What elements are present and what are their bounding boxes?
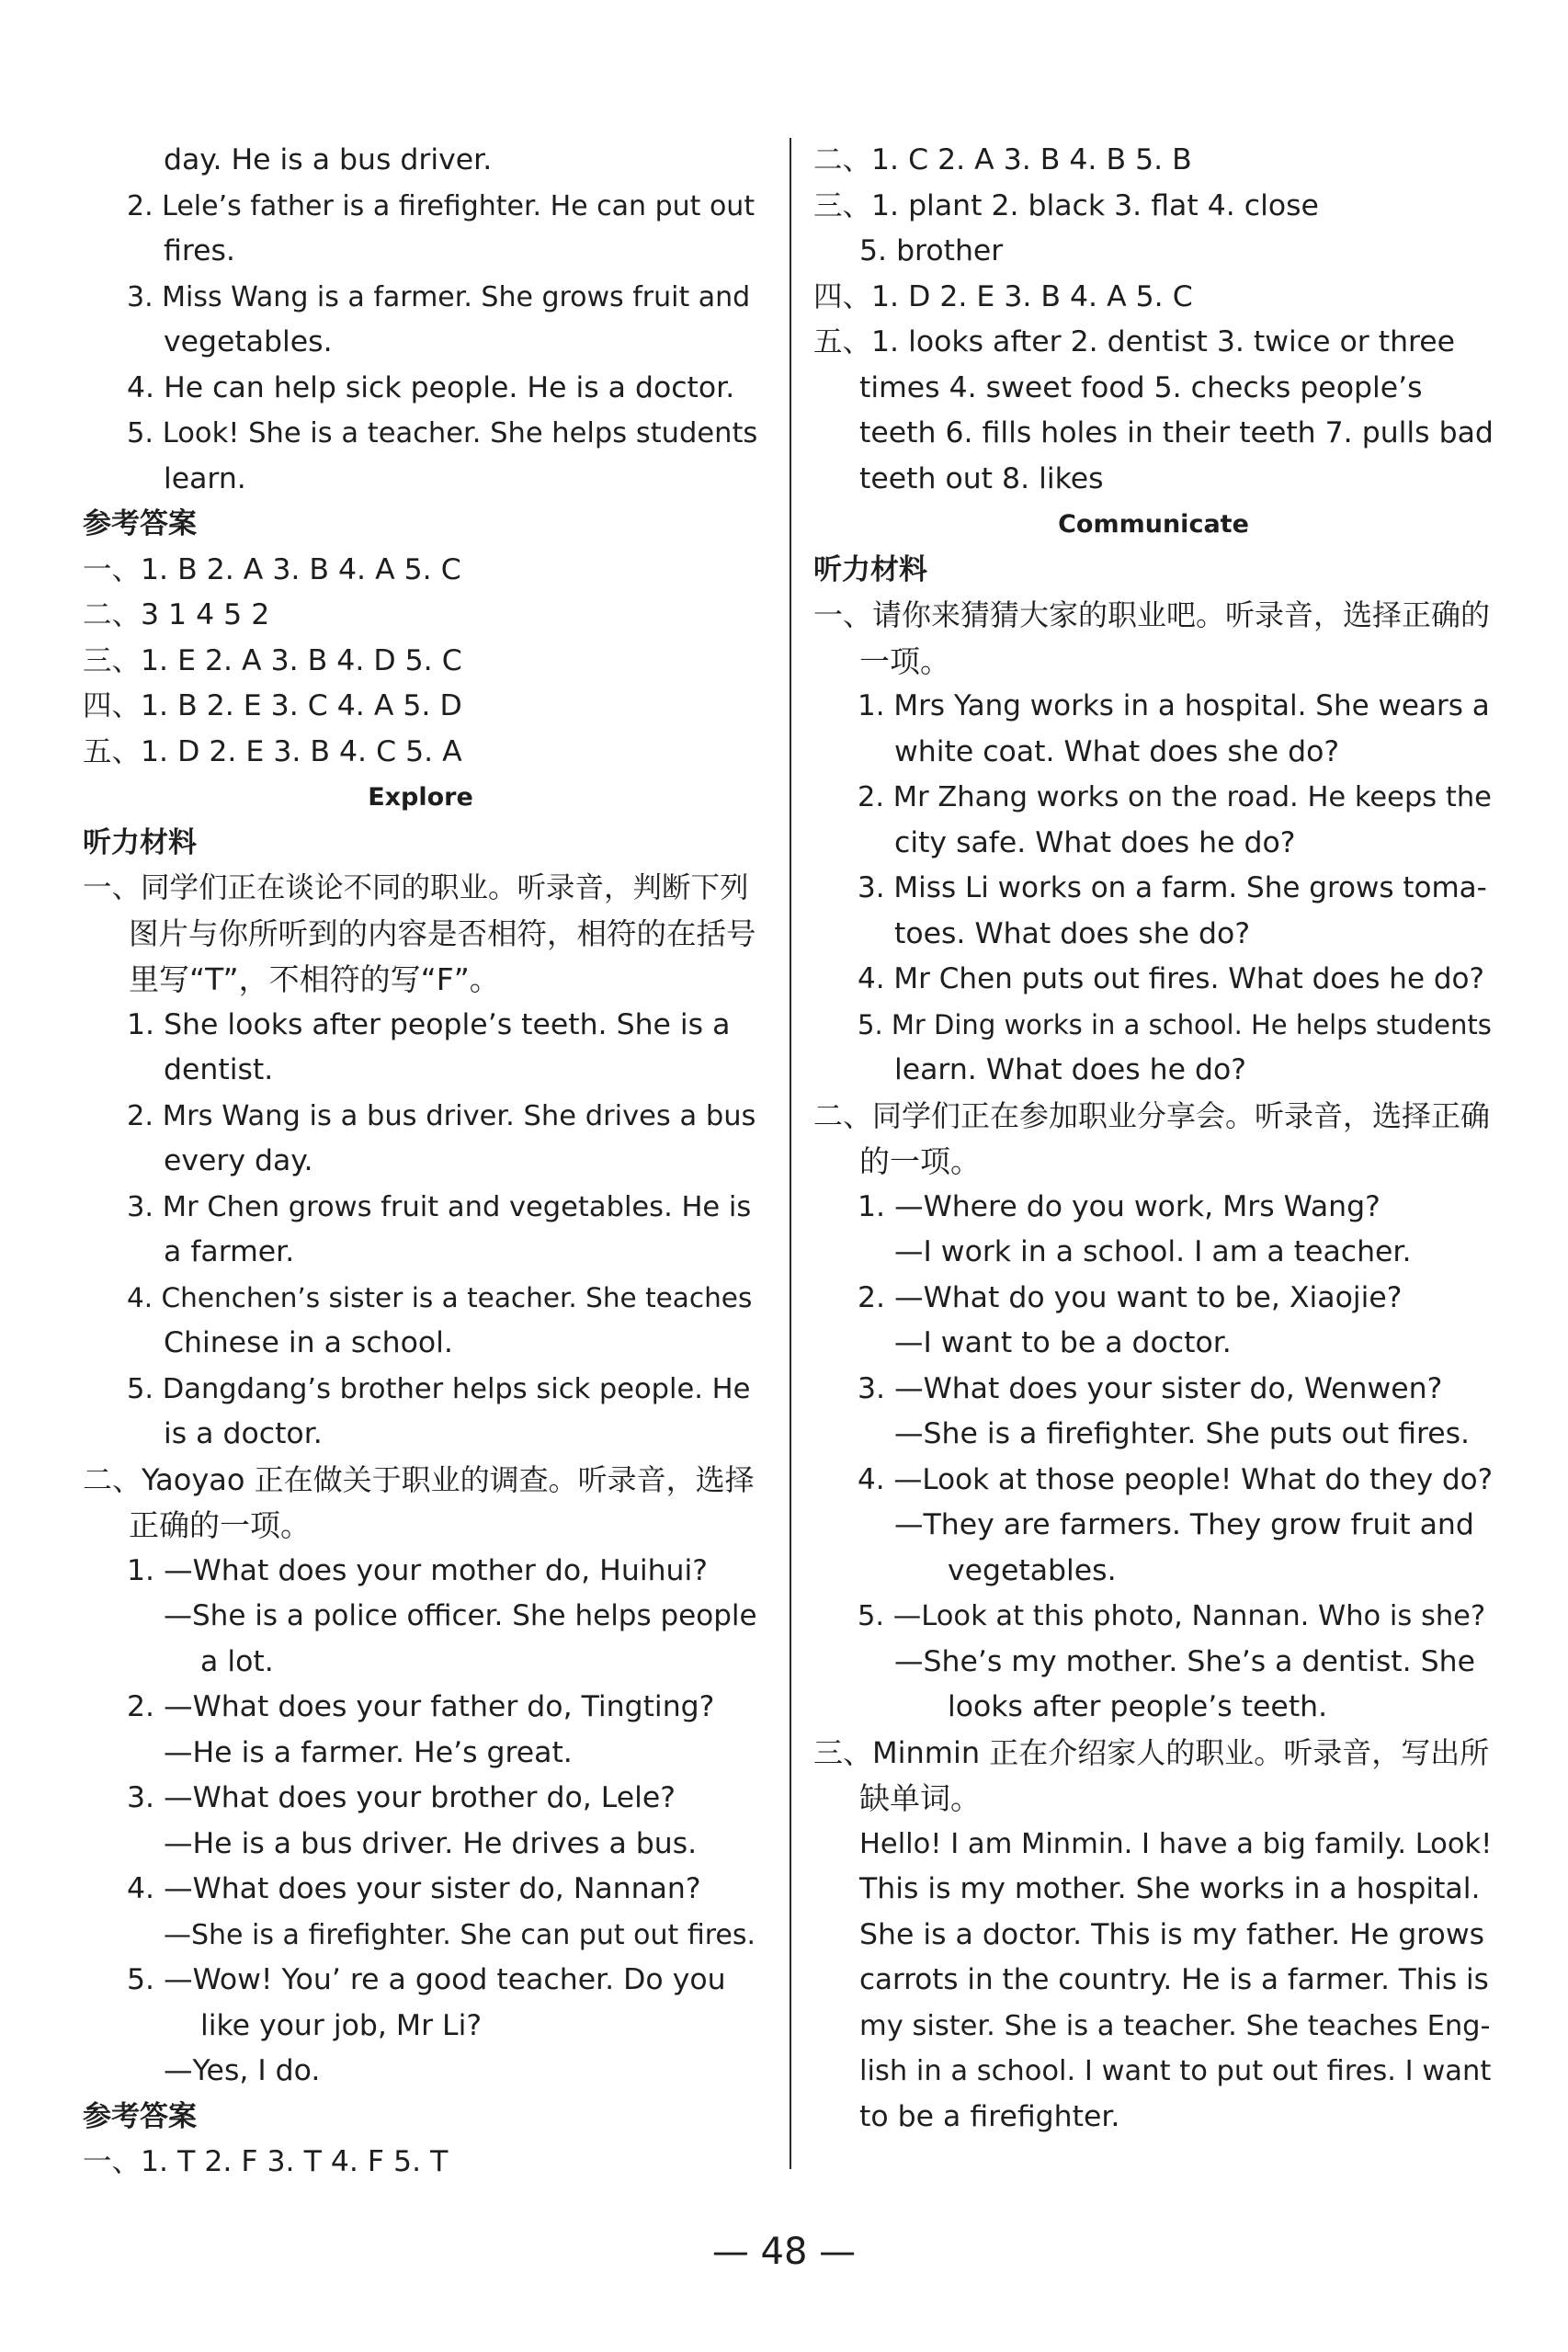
left-line: 5. —Wow! You’ re a good teacher. Do you — [127, 1963, 726, 1996]
left-line: 2. Lele’s father is a firefighter. He can put out — [127, 189, 756, 222]
right-line: 二、同学们正在参加职业分享会。听录音，选择正确 — [813, 1097, 1491, 1133]
left-line: a farmer. — [164, 1235, 295, 1268]
left-line: —She is a police officer. She helps people — [164, 1599, 757, 1632]
right-line: Hello! I am Minmin. I have a big family. Look! — [859, 1827, 1493, 1860]
right-line: 的一项。 — [859, 1143, 981, 1179]
left-line: —He is a bus driver. He drives a bus. — [164, 1826, 698, 1860]
right-line: 4. Mr Chen puts out fires. What does he do? — [858, 962, 1484, 995]
left-line: is a doctor. — [164, 1417, 323, 1450]
right-line: to be a firefighter. — [859, 2099, 1120, 2133]
right-line: vegetables. — [948, 1553, 1117, 1587]
right-line: —They are farmers. They grow fruit and — [894, 1508, 1474, 1541]
left-line: 四、1. B 2. E 3. C 4. A 5. D — [83, 689, 462, 722]
left-line: fires. — [164, 234, 235, 267]
right-line: —I work in a school. I am a teacher. — [894, 1235, 1412, 1268]
left-line: 一、1. B 2. A 3. B 4. A 5. C — [83, 552, 461, 586]
right-line: times 4. sweet food 5. checks people’s — [859, 370, 1423, 404]
left-line: 图片与你所听到的内容是否相符，相符的在括号 — [129, 915, 756, 951]
left-line: 2. —What does your father do, Tingting? — [127, 1690, 715, 1723]
left-line: Chinese in a school. — [164, 1326, 453, 1359]
left-line: 里写“T”，不相符的写“F”。 — [129, 961, 500, 997]
right-line: 听力材料 — [813, 552, 927, 586]
right-line: 3. —What does your sister do, Wenwen? — [858, 1371, 1443, 1405]
right-line: Communicate — [1058, 510, 1249, 539]
page-footer — [0, 2224, 1568, 2279]
left-line: like your job, Mr Li? — [200, 2008, 483, 2042]
right-line: teeth 6. fills holes in their teeth 7. pulls bad — [859, 416, 1494, 449]
left-line: vegetables. — [164, 325, 333, 358]
right-line: She is a doctor. This is my father. He grows — [859, 1917, 1484, 1951]
left-line: learn. — [164, 461, 246, 495]
left-column — [83, 138, 758, 2186]
left-line: 4. He can help sick people. He is a doctor. — [127, 370, 735, 404]
right-line: 2. —What do you want to be, Xiaojie? — [858, 1280, 1403, 1314]
right-line: 二、1. C 2. A 3. B 4. B 5. B — [813, 143, 1192, 176]
left-line: 3. —What does your brother do, Lele? — [127, 1781, 676, 1814]
column-divider — [790, 138, 791, 2169]
right-line: 三、Minmin 正在介绍家人的职业。听录音，写出所 — [813, 1734, 1490, 1770]
footer-dash-left: — — [711, 2231, 749, 2273]
left-line: every day. — [164, 1144, 313, 1177]
left-line: 1. —What does your mother do, Huihui? — [127, 1553, 708, 1587]
right-line: 一、请你来猜猜大家的职业吧。听录音，选择正确的 — [813, 597, 1491, 632]
right-line: white coat. What does she do? — [894, 734, 1340, 768]
left-line: 5. Look! She is a teacher. She helps students — [127, 417, 758, 449]
right-line: learn. What does he do? — [894, 1053, 1247, 1086]
right-line: This is my mother. She works in a hospital. — [859, 1872, 1481, 1905]
right-line: 5. Mr Ding works in a school. He helps students — [858, 1008, 1492, 1040]
left-line: 正确的一项。 — [129, 1507, 311, 1543]
left-line: Explore — [368, 783, 473, 812]
left-line: 4. Chenchen’s sister is a teacher. She teaches — [127, 1281, 753, 1313]
left-line: 3. Mr Chen grows fruit and vegetables. He is — [127, 1190, 752, 1223]
left-line: 参考答案 — [83, 507, 197, 540]
left-line: —Yes, I do. — [164, 2054, 321, 2087]
left-line: 一、1. T 2. F 3. T 4. F 5. T — [83, 2145, 449, 2178]
right-line: 一项。 — [859, 642, 950, 679]
right-line: 三、1. plant 2. black 3. flat 4. close — [813, 188, 1319, 222]
right-line: 3. Miss Li works on a farm. She grows toma- — [858, 871, 1487, 904]
left-line: 听力材料 — [83, 825, 197, 859]
left-line: 二、Yaoyao 正在做关于职业的调查。听录音，选择 — [83, 1461, 755, 1497]
left-line: —He is a farmer. He’s great. — [164, 1735, 573, 1769]
right-line: looks after people’s teeth. — [948, 1690, 1328, 1723]
right-line: lish in a school. I want to put out fires. I want — [859, 2055, 1492, 2087]
left-line: 二、3 1 4 5 2 — [83, 598, 270, 631]
left-line: 3. Miss Wang is a farmer. She grows fruit and — [127, 280, 751, 313]
left-line: 参考答案 — [83, 2099, 197, 2133]
right-line: 五、1. looks after 2. dentist 3. twice or three — [813, 325, 1456, 358]
right-line: 1. Mrs Yang works in a hospital. She wears a — [858, 689, 1490, 722]
right-line: city safe. What does he do? — [894, 825, 1296, 859]
right-line: 四、1. D 2. E 3. B 4. A 5. C — [813, 279, 1193, 313]
right-line: 缺单词。 — [859, 1780, 981, 1816]
right-column — [813, 138, 1494, 2140]
left-line: dentist. — [164, 1053, 274, 1086]
left-line: —She is a firefighter. She can put out fires. — [164, 1918, 756, 1951]
page-number: 48 — [760, 2231, 808, 2273]
left-line: 4. —What does your sister do, Nannan? — [127, 1872, 701, 1905]
right-line: toes. What does she do? — [894, 916, 1251, 950]
right-line: carrots in the country. He is a farmer. This is — [859, 1963, 1489, 1996]
left-line: 五、1. D 2. E 3. B 4. C 5. A — [83, 734, 462, 768]
right-line: my sister. She is a teacher. She teaches Eng- — [859, 2009, 1491, 2042]
right-line: 2. Mr Zhang works on the road. He keeps the — [858, 781, 1492, 813]
right-line: —I want to be a doctor. — [894, 1326, 1232, 1359]
left-line: a lot. — [200, 1644, 274, 1678]
left-line: day. He is a bus driver. — [164, 143, 493, 176]
left-line: 2. Mrs Wang is a bus driver. She drives a bus — [127, 1099, 756, 1132]
left-line: 一、同学们正在谈论不同的职业。听录音，判断下列 — [83, 871, 749, 904]
right-line: 5. —Look at this photo, Nannan. Who is she? — [858, 1600, 1486, 1632]
right-line: teeth out 8. likes — [859, 461, 1104, 495]
right-line: 1. —Where do you work, Mrs Wang? — [858, 1189, 1381, 1223]
right-line: 5. brother — [859, 234, 1004, 267]
right-line: —She’s my mother. She’s a dentist. She — [894, 1644, 1476, 1678]
left-line: 三、1. E 2. A 3. B 4. D 5. C — [83, 643, 462, 677]
left-line: 5. Dangdang’s brother helps sick people. He — [127, 1372, 751, 1405]
right-line: —She is a firefighter. She puts out fires. — [894, 1417, 1471, 1450]
right-line: 4. —Look at those people! What do they do? — [858, 1462, 1494, 1496]
footer-dash-right: — — [819, 2231, 857, 2273]
left-line: 1. She looks after people’s teeth. She is a — [127, 1007, 731, 1041]
